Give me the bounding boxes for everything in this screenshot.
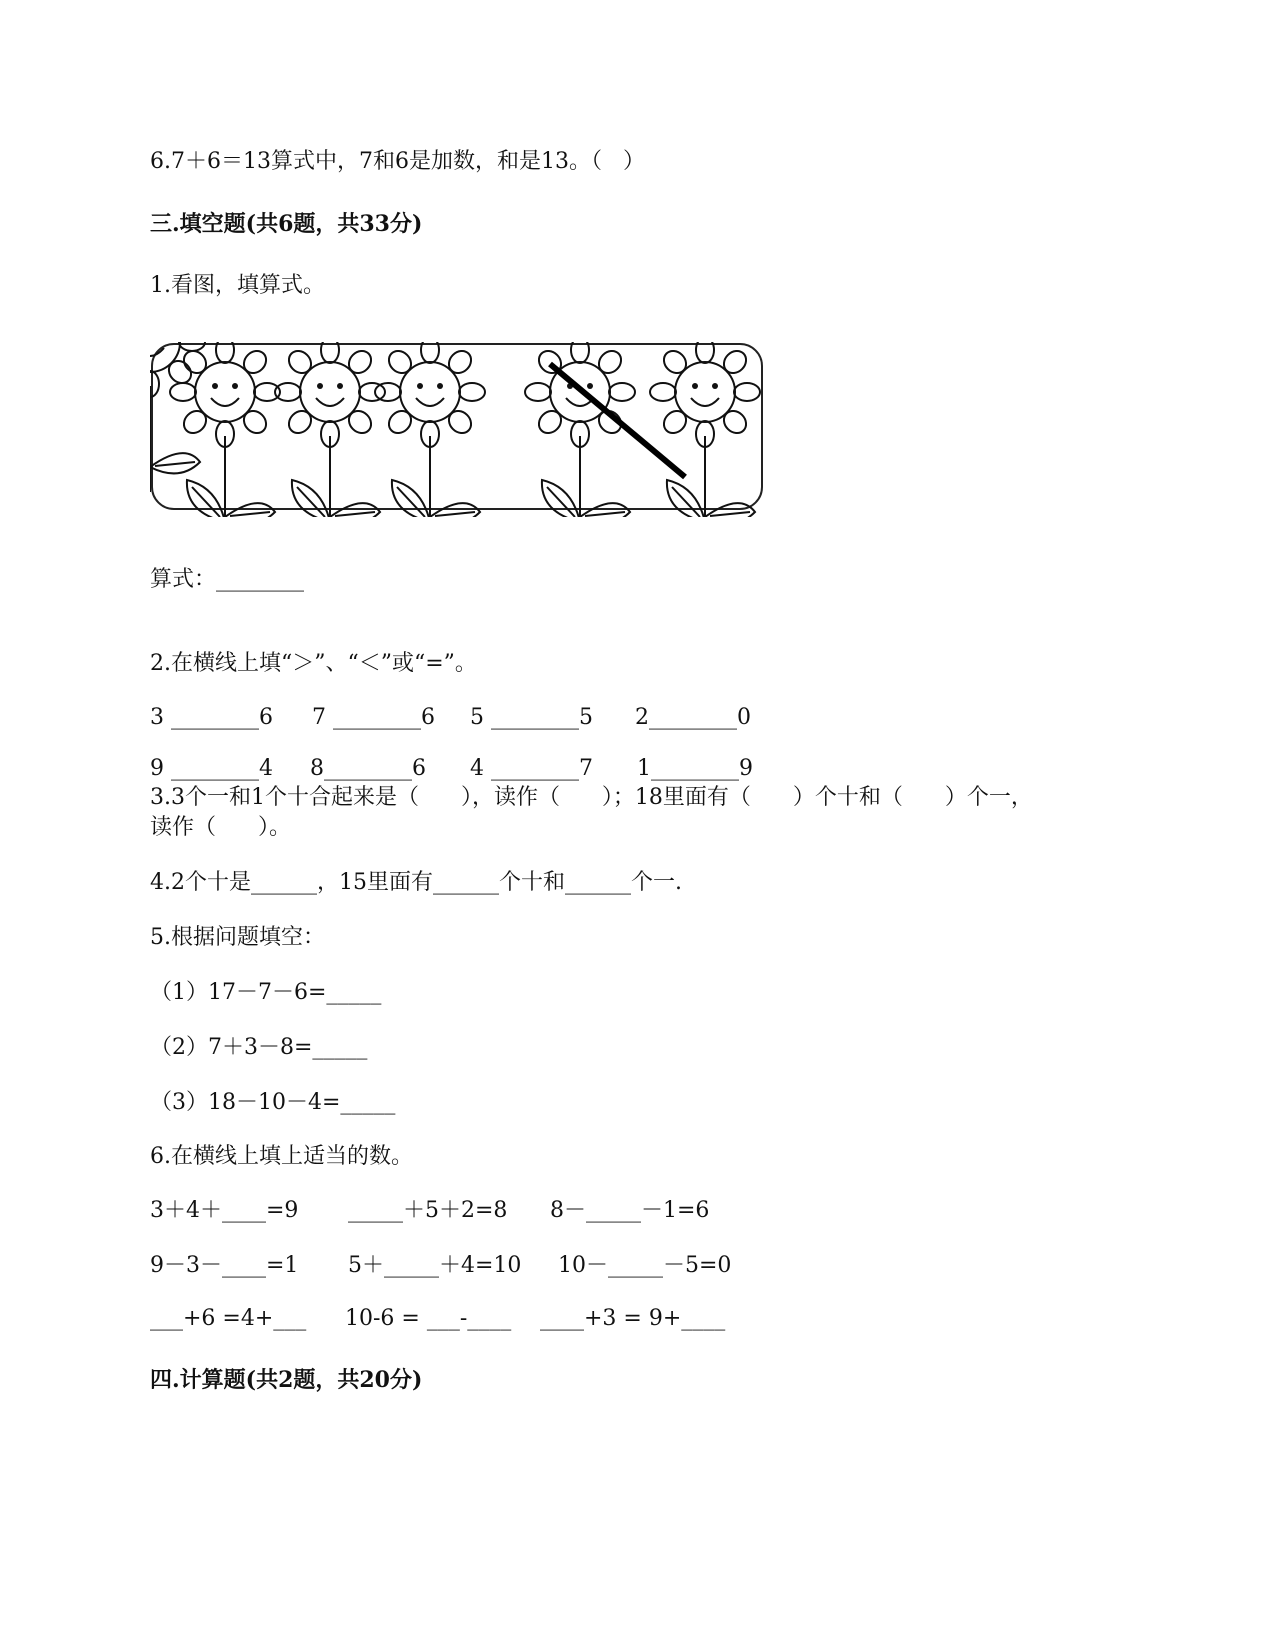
q6-prompt: 6.在横线上填上适当的数。 bbox=[150, 1144, 413, 1169]
q6-item: 10-6 = ___-____ bbox=[345, 1306, 512, 1331]
q6-item: ____+3 = 9+____ bbox=[540, 1306, 726, 1331]
q2-item: 8________6 bbox=[310, 756, 426, 781]
q3-line-1: 3.3个一和1个十合起来是（ ），读作（ ）；18里面有（ ）个十和（ ）个一， bbox=[150, 785, 1033, 810]
q6-item: 8－_____－1=6 bbox=[550, 1198, 710, 1223]
section-3-title: 三.填空题(共6题，共33分) bbox=[150, 211, 423, 237]
q2-item: 3 ________6 bbox=[150, 705, 273, 730]
q2-prompt: 2.在横线上填“＞”、“＜”或“=”。 bbox=[150, 651, 477, 676]
q6-item: ___+6 =4+___ bbox=[150, 1306, 307, 1331]
q6-item: 10－_____－5=0 bbox=[558, 1253, 732, 1278]
q5-item-3: （3）18－10－4=_____ bbox=[150, 1090, 396, 1115]
q5-item-1: （1）17－7－6=_____ bbox=[150, 980, 382, 1005]
q2-item: 4 ________7 bbox=[470, 756, 593, 781]
q2-item: 9 ________4 bbox=[150, 756, 273, 781]
q4: 4.2个十是______，15里面有______个十和______个一. bbox=[150, 870, 682, 895]
q5-item-2: （2）7＋3－8=_____ bbox=[150, 1035, 368, 1060]
q6-item: 5＋_____＋4=10 bbox=[348, 1253, 522, 1278]
sunflower-icon bbox=[150, 342, 205, 492]
prev-question-6: 6.7＋6＝13算式中，7和6是加数，和是13。（ ） bbox=[150, 149, 645, 174]
q2-item: 5 ________5 bbox=[470, 705, 593, 730]
q2-item: 2________0 bbox=[635, 705, 751, 730]
section-4-title: 四.计算题(共2题，共20分) bbox=[150, 1367, 423, 1393]
q1-prompt: 1.看图，填算式。 bbox=[150, 273, 325, 298]
q2-item: 1________9 bbox=[637, 756, 753, 781]
q6-item: 9－3－____=1 bbox=[150, 1253, 299, 1278]
q6-item: _____＋5＋2=8 bbox=[348, 1198, 508, 1223]
q6-item: 3＋4＋____=9 bbox=[150, 1198, 299, 1223]
q2-item: 7 ________6 bbox=[312, 705, 435, 730]
q1-answer: 算式：________ bbox=[150, 567, 305, 592]
q3-line-2: 读作（ ）。 bbox=[150, 815, 291, 840]
sunflower-illustration bbox=[150, 342, 770, 517]
q5-prompt: 5.根据问题填空： bbox=[150, 925, 325, 950]
